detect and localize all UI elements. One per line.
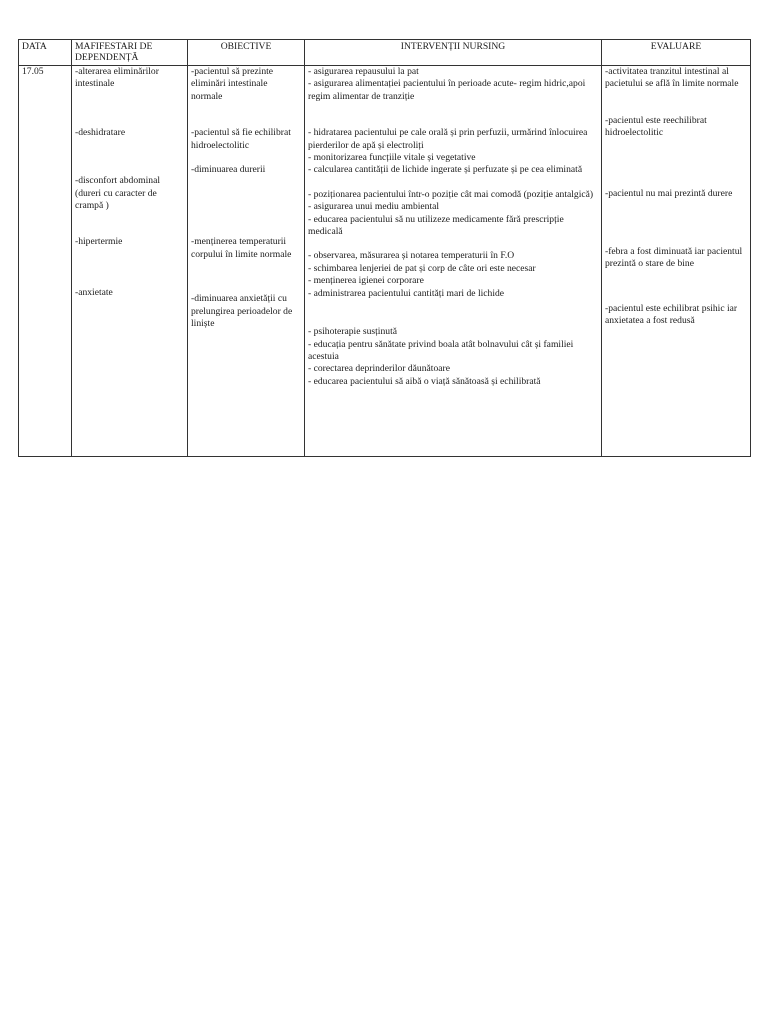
obiective-cell <box>188 66 305 457</box>
date-cell <box>19 66 72 457</box>
interventie-item: - poziționarea pacientului într-o poziție cât mai comodă (poziție antalgică) <box>308 188 594 200</box>
obiectiv-item: -menținerea temperaturii corpului în limite normale <box>191 236 292 260</box>
interventie-item: - asigurarea repausului la pat <box>308 66 419 77</box>
header-interventii: INTERVENȚII NURSING <box>305 40 602 66</box>
interventie-item: - monitorizarea funcțiile vitale și vegetative <box>308 152 476 164</box>
obiectiv-item: -diminuarea anxietății cu prelungirea perioadelor de liniște <box>191 293 293 330</box>
header-evaluare: EVALUARE <box>602 40 751 66</box>
manifestare-item: -disconfort abdominal (dureri cu caracter de crampă ) <box>75 175 160 212</box>
evaluare-item: -pacientul este echilibrat psihic iar anxietatea a fost redusă <box>605 302 738 327</box>
obiectiv-item: -pacientul să fie echilibrat hidroelectolitic <box>191 127 291 151</box>
interventie-item: - asigurarea unui mediu ambiental <box>308 201 440 213</box>
interventii-group <box>308 326 598 388</box>
interventie-item: - asigurarea alimentației pacientului în perioade acute- regim hidric,apoi regim alimentar de tranziție <box>308 78 586 102</box>
evaluare-item: -pacientul este reechilibrat hidroelectolitic <box>605 114 707 139</box>
interventii-group <box>308 189 598 239</box>
interventii-group <box>308 66 598 103</box>
manifestare-item: -alterarea eliminărilor intestinale <box>75 66 159 90</box>
interventie-item: - calcularea cantității de lichide ingerate și perfuzate și pe cea eliminată <box>308 164 583 176</box>
header-data: DATA <box>19 40 72 66</box>
interventii-group <box>308 250 598 300</box>
header-manifestari: MAFIFESTARI DE DEPENDENȚĂ <box>72 40 188 66</box>
interventii-group <box>308 127 598 177</box>
interventie-item: - psihoterapie susținută <box>308 326 397 338</box>
interventie-item: - hidratarea pacientului pe cale orală și prin perfuzii, urmărind înlocuirea pierderilor de apă și electroliți <box>308 127 588 151</box>
interventie-item: - educarea pacientului să nu utilizeze medicamente fără prescripție medicală <box>308 213 564 238</box>
interventie-item: - menținerea igienei corporare <box>308 275 424 287</box>
interventie-item: - educația pentru sănătate privind boala atât bolnavului cât și familiei acestuia <box>308 338 574 362</box>
manifestare-item: -hipertermie <box>75 236 123 248</box>
evaluare-item: -febra a fost diminuată iar pacientul prezintă o stare de bine <box>605 246 743 270</box>
manifestare-item: -deshidratare <box>75 126 126 138</box>
interventie-item: - corectarea deprinderilor dăunătoare <box>308 363 450 375</box>
interventie-item: - schimbarea lenjeriei de pat și corp de câte ori este necesar <box>308 262 536 274</box>
evaluare-cell <box>602 66 751 457</box>
interventii-cell <box>305 66 602 457</box>
obiectiv-item: -diminuarea durerii <box>191 164 266 176</box>
header-obiective: OBIECTIVE <box>188 40 305 66</box>
interventie-item: - educarea pacientului să aibă o viață sănătoasă și echilibrată <box>308 375 541 387</box>
manifestare-item: -anxietate <box>75 286 113 298</box>
interventie-item: - administrarea pacientului cantități mari de lichide <box>308 287 505 299</box>
date-value: 17.05 <box>22 66 44 77</box>
nursing-care-plan-table <box>18 39 751 457</box>
interventie-item: - observarea, măsurarea și notarea temperaturii în F.O <box>308 250 515 262</box>
evaluare-item: -pacientul nu mai prezintă durere <box>605 187 733 199</box>
table-row <box>19 66 751 457</box>
header-row <box>19 40 751 66</box>
evaluare-item: -activitatea tranzitul intestinal al pacietului se află în limite normale <box>605 66 739 90</box>
obiectiv-item: -pacientul să prezinte eliminări intestinale normale <box>191 66 274 102</box>
manifestari-cell <box>72 66 188 457</box>
